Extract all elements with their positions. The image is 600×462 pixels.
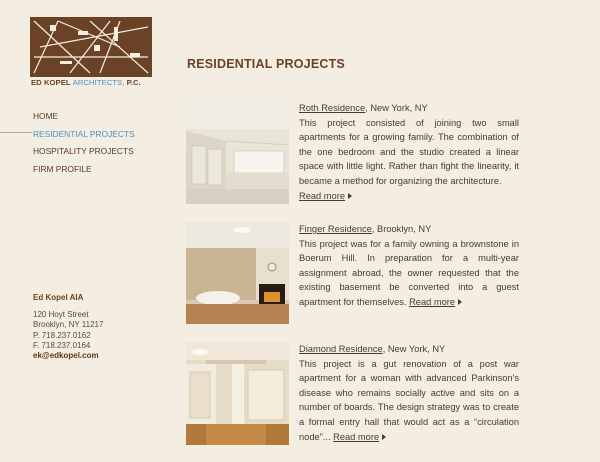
project-description: [299, 342, 519, 444]
contact-fax: F. 718.237.0164: [33, 340, 91, 350]
project-location: , Brooklyn, NY: [371, 224, 432, 234]
project-thumbnail-roth[interactable]: [186, 101, 289, 204]
project-description: [299, 222, 519, 310]
project-thumbnail-finger[interactable]: [186, 222, 289, 324]
project-title-diamond[interactable]: Diamond Residence: [299, 344, 383, 354]
read-more-label: Read more: [333, 431, 380, 442]
project-description: [299, 101, 519, 203]
nav-item-hospitality-projects[interactable]: HOSPITALITY PROJECTS: [33, 146, 134, 156]
logo-mark[interactable]: [30, 17, 152, 77]
nav-item-firm-profile[interactable]: FIRM PROFILE: [33, 163, 92, 174]
contact-address-line2: Brooklyn, NY 11217: [33, 320, 104, 330]
project-text: This project is a gut renovation of a post war apartment for a woman with advanced Parkinson's disease who remains socially active and sits on a number of boards. The design strategy was to create a formal entry hall that would act as a “circulation node”...: [299, 358, 519, 442]
arrow-right-icon: [458, 299, 462, 305]
project-text: This project consisted of joining two small apartments for a growing family. The combination of the one bedroom and the studio created a linear space with little light. Rather than fight the linearity, it became a method for organizing the architecture.: [299, 117, 519, 186]
logo-name: ED KOPEL: [31, 78, 71, 87]
main-nav: [33, 110, 135, 180]
contact-block: [33, 293, 103, 361]
project-location: , New York, NY: [365, 103, 428, 113]
nav-item-home[interactable]: HOME: [33, 111, 59, 121]
read-more-link[interactable]: [409, 297, 462, 307]
page-title: RESIDENTIAL PROJECTS: [187, 57, 345, 71]
read-more-link[interactable]: [333, 432, 386, 442]
read-more-label: Read more: [409, 296, 456, 307]
read-more-link[interactable]: [299, 191, 352, 201]
arrow-right-icon: [382, 434, 386, 440]
contact-address-line1: 120 Hoyt Street: [33, 310, 89, 320]
nav-item-residential-projects[interactable]: RESIDENTIAL PROJECTS: [33, 128, 135, 139]
arrow-right-icon: [348, 193, 352, 199]
project-location: , New York, NY: [382, 344, 446, 354]
nav-active-line: [0, 132, 32, 133]
contact-phone: P. 718.237.0162: [33, 330, 91, 340]
project-title-roth[interactable]: Roth Residence: [299, 103, 366, 113]
logo-pc: P.C.: [126, 78, 141, 87]
project-text: This project was for a family owning a brownstone in Boerum Hill. In preparation for a multi-year assignment abroad, the owner requested that the existing basement be converted into a guest apartment for themselves.: [299, 238, 519, 307]
logo-text[interactable]: [31, 78, 141, 87]
contact-name: Ed Kopel AIA: [33, 293, 84, 302]
contact-email-link[interactable]: ek@edkopel.com: [33, 351, 99, 361]
project-title-finger[interactable]: Finger Residence: [299, 224, 372, 234]
logo-architects: ARCHITECTS,: [72, 78, 125, 87]
project-thumbnail-diamond[interactable]: [186, 342, 289, 445]
read-more-label: Read more: [299, 190, 345, 201]
